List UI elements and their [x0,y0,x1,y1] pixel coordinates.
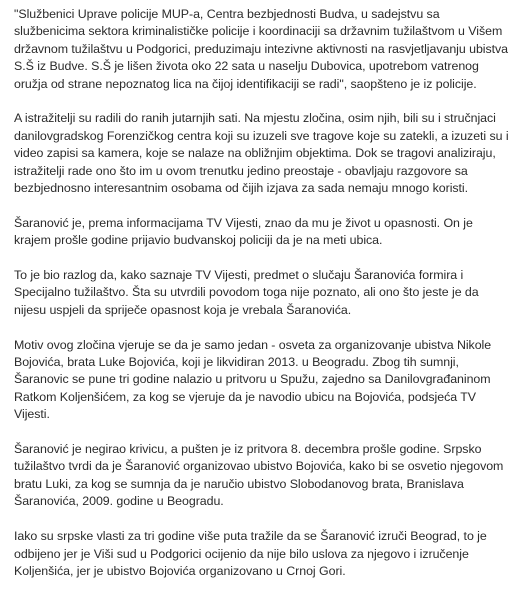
paragraph-release: Šaranović je negirao krivicu, a pušten je iz pritvora 8. decembra prošle godine. Srpsko tužilaštvo tvrdi da je Šaranović organizovao ubistvo Bojovića, kako bi se osvetio njegovom bratu Luki, za kog se sumnja da je naručio ubistvo Slobodanovog brata, Branislava Šaranovića, 2009. godine u Beogradu. [14,442,504,509]
paragraph-police-statement: "Službenici Uprave policije MUP-a, Centra bezbjednosti Budva, u sadejstvu sa službenicima sektora kriminalističke policije i koordinaciji sa državnim tužilaštvom u Višem državnom tužilaštvu u Podgorici, preduzimaju intezivne aktivnosti na rasvjetljavanju ubistva S.Š iz Budve. S.Š je lišen života oko 22 sata u naselju Dubovica, upotrebom vatrenog oružja od strane nepoznatog lica na čijoj identifikaciji se radi", saopšteno je iz policije. [14,7,509,91]
paragraph-special-prosecution: To je bio razlog da, kako saznaje TV Vijesti, predmet o slučaju Šaranovića formira i Specijalno tužilaštvo. Šta su utvrdili povodom toga nije poznato, ali ono što jeste je da nijesu uspjeli da spriječe opasnost koja je vrebala Šaranovića. [14,268,479,317]
paragraph-extradition: Iako su srpske vlasti za tri godine više puta tražile da se Šaranović izruči Beograd, to je odbijeno jer je Viši sud u Podgorici ocijenio da nije bilo uslova za njegovo i izručenje Koljenšića, jer je ubistvo Bojovića organizovano u Crnoj Gori. [14,529,487,578]
paragraph-threat-reported: Šaranović je, prema informacijama TV Vijesti, znao da mu je život u opasnosti. On je krajem prošle godine prijavio budvanskoj policiji da je na meti ubica. [14,215,473,248]
paragraph-investigation: A istražitelji su radili do ranih jutarnjih sati. Na mjestu zločina, osim njih, bili su i stručnjaci danilovgradskog Forenzičkog centra koji su izuzeli sve tragove koje su zatekli, a izuzeti su i video zapisi sa kamera, koje se nalaze na obližnjim objektima. Dok se tragovi analiziraju, istražitelji rade ono što im u ovom trenutku jedino preostaje - obavljaju razgovore sa bezbjednosno interesantnim osobama od čijih izjava za sada nemaju mnogo koristi. [14,111,509,196]
paragraph-motive: Motiv ovog zločina vjeruje se da je samo jedan - osveta za organizovanje ubistva Nikole Bojovića, brata Luke Bojovića, koji je likvidiran 2013. u Beogradu. Zbog tih sumnji, Šaranovic se pune tri godine nalazio u pritvoru u Spužu, zajedno sa Danilovgrađaninom Ratkom Koljenšićem, za kog se vjeruje da je navodio ubicu na Bojovića, podsjeća TV Vijesti. [14,337,492,422]
